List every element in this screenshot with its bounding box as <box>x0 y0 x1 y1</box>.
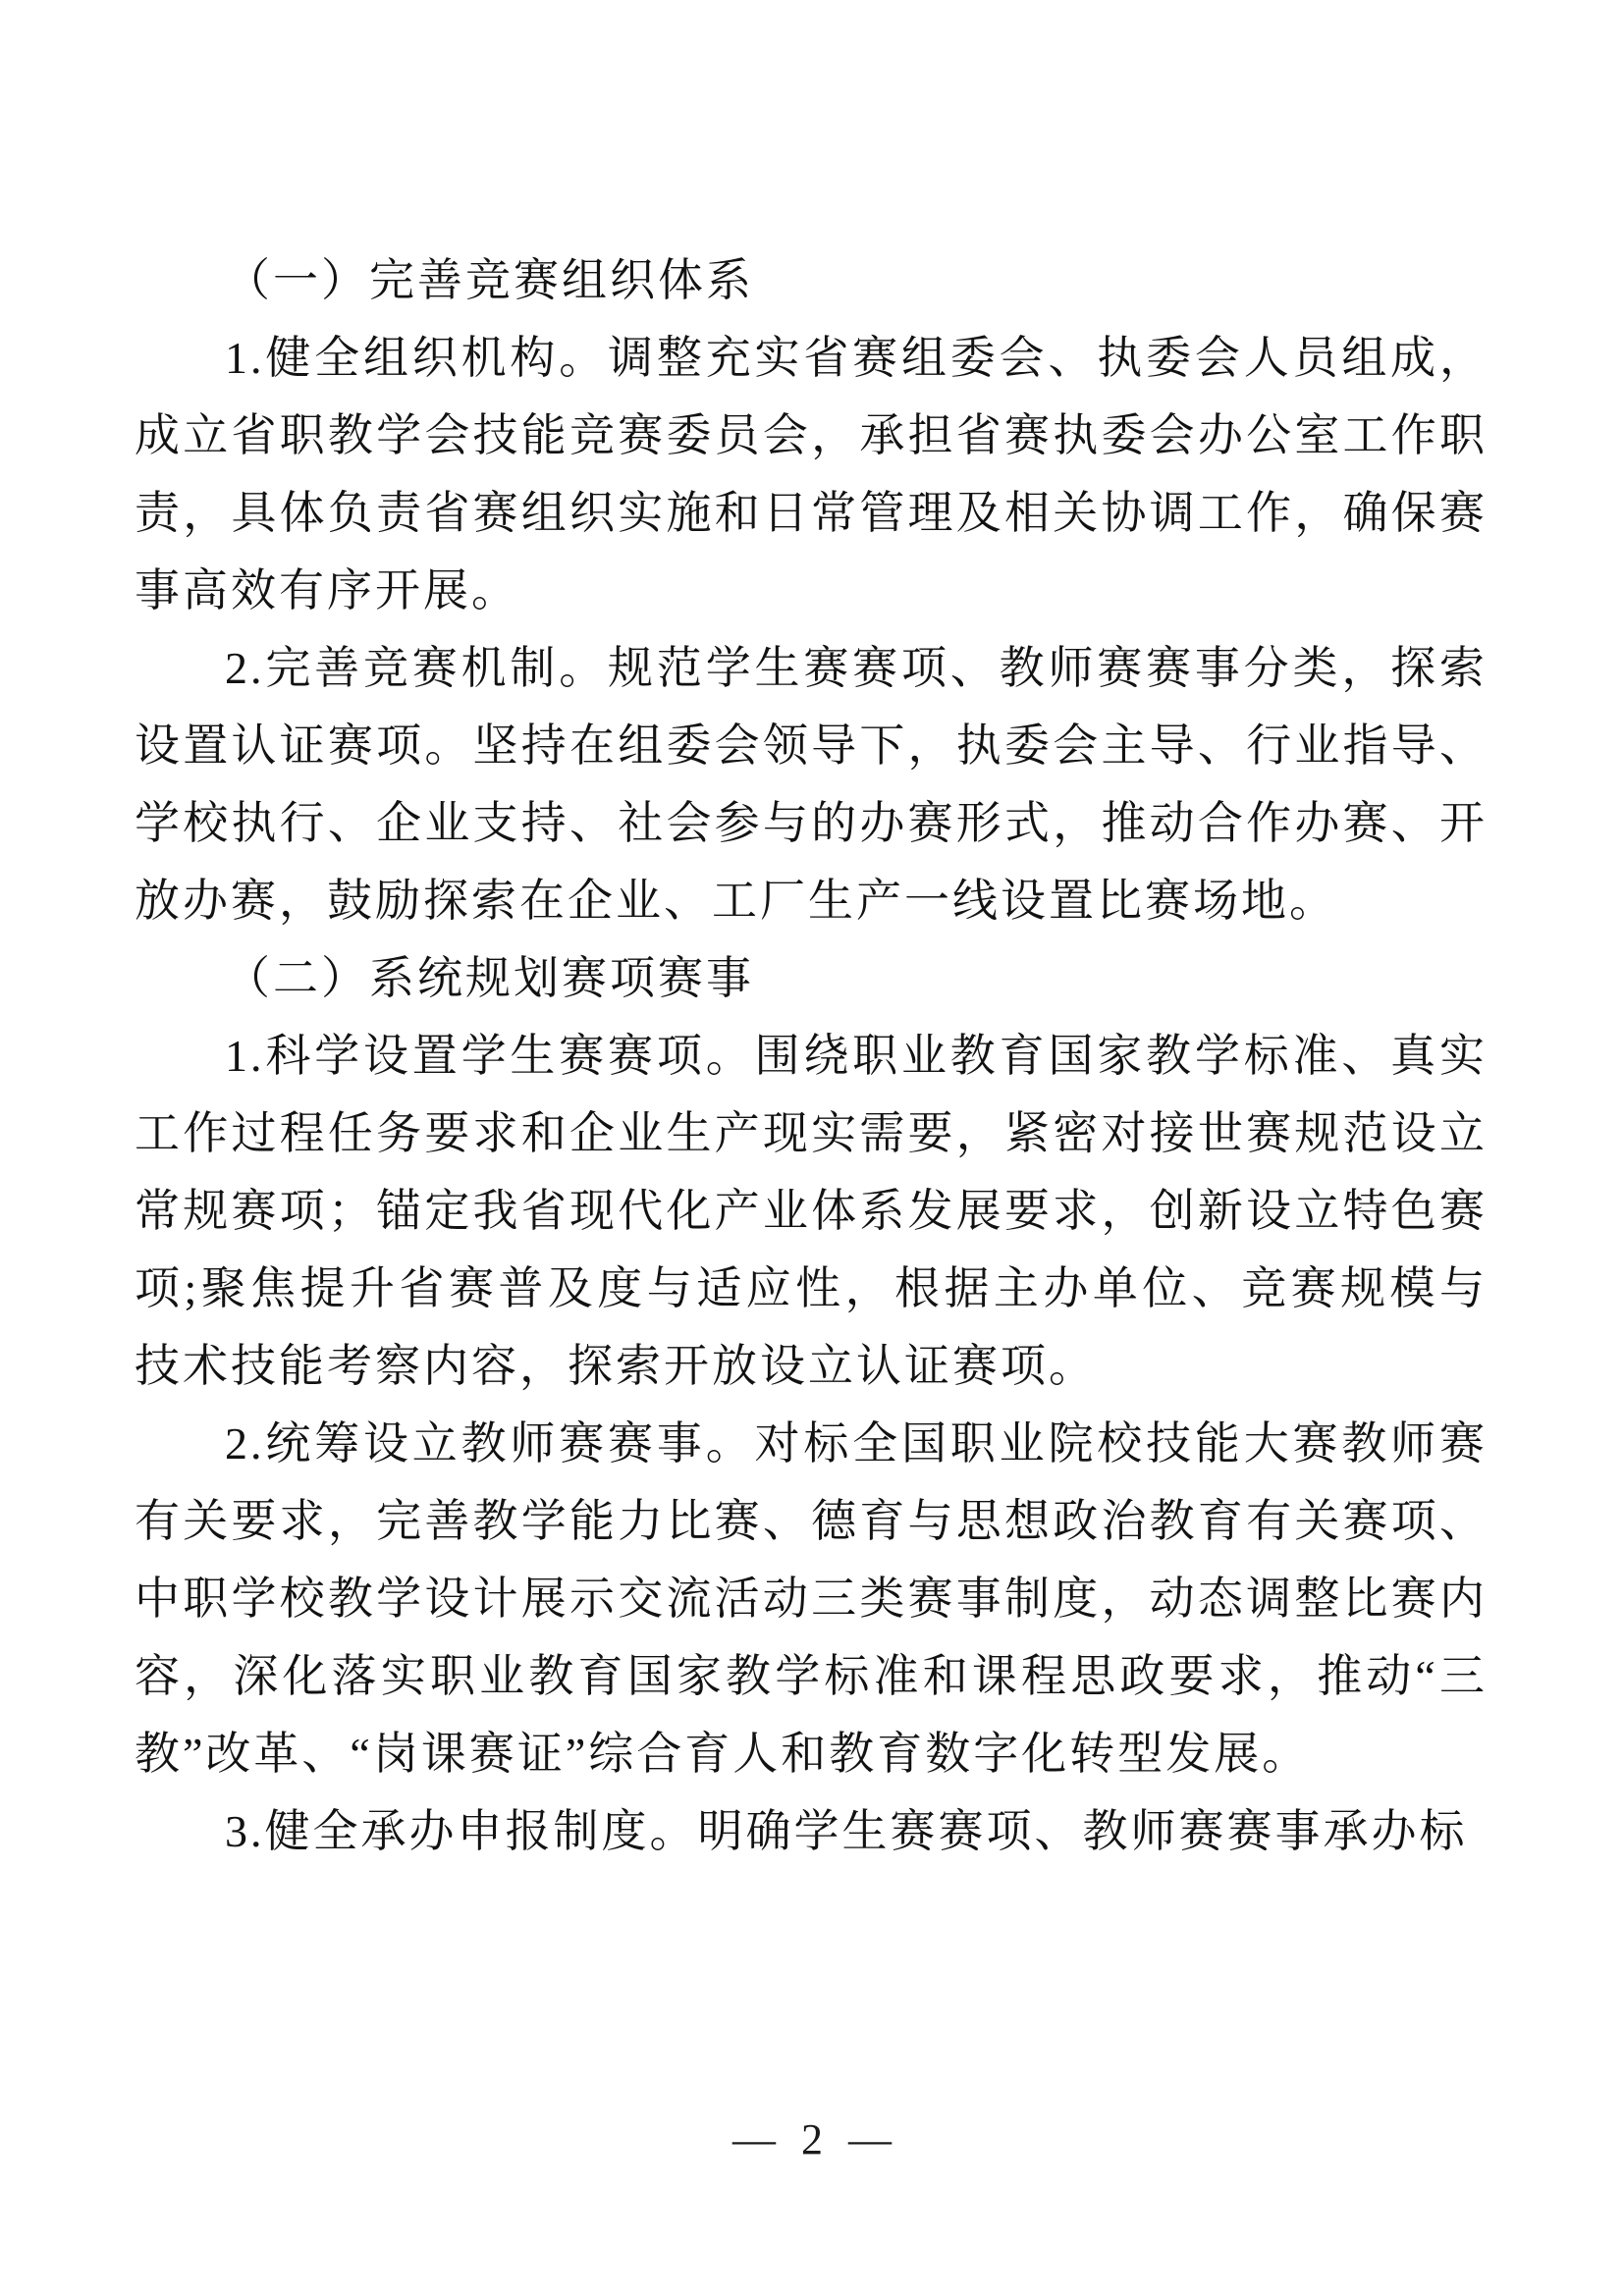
body-paragraph-1-1: 1.健全组织机构。调整充实省赛组委会、执委会人员组成，成立省职教学会技能竞赛委员会，承担省赛执委会办公室工作职责，具体负责省赛组织实施和日常管理及相关协调工作，确保赛事高效有序开展。 <box>135 333 1488 615</box>
page-footer <box>0 2110 1624 2169</box>
page-number: 2 <box>801 2115 823 2163</box>
document-body <box>135 241 1488 1870</box>
footer-dash-left: — <box>732 2115 776 2163</box>
body-paragraph-2-1: 1.科学设置学生赛赛项。围绕职业教育国家教学标准、真实工作过程任务要求和企业生产现实需要，紧密对接世赛规范设立常规赛项；锚定我省现代化产业体系发展要求，创新设立特色赛项;聚焦提升省赛普及度与适应性，根据主办单位、竞赛规模与技术技能考察内容，探索开放设立认证赛项。 <box>135 1031 1488 1391</box>
section-heading-1: （一）完善竞赛组织体系 <box>225 255 754 305</box>
body-paragraph-2-3: 3.健全承办申报制度。明确学生赛赛项、教师赛赛事承办标 <box>225 1806 1468 1856</box>
body-paragraph-1-2: 2.完善竞赛机制。规范学生赛赛项、教师赛赛事分类，探索设置认证赛项。坚持在组委会领导下，执委会主导、行业指导、学校执行、企业支持、社会参与的办赛形式，推动合作办赛、开放办赛，鼓励探索在企业、工厂生产一线设置比赛场地。 <box>135 643 1488 926</box>
body-paragraph-2-2: 2.统筹设立教师赛赛事。对标全国职业院校技能大赛教师赛有关要求，完善教学能力比赛、德育与思想政治教育有关赛项、中职学校教学设计展示交流活动三类赛事制度，动态调整比赛内容，深化落实职业教育国家教学标准和课程思政要求，推动“三教”改革、“岗课赛证”综合育人和教育数字化转型发展。 <box>135 1418 1488 1779</box>
footer-dash-right: — <box>848 2115 892 2163</box>
section-heading-2: （二）系统规划赛项赛事 <box>225 953 754 1003</box>
